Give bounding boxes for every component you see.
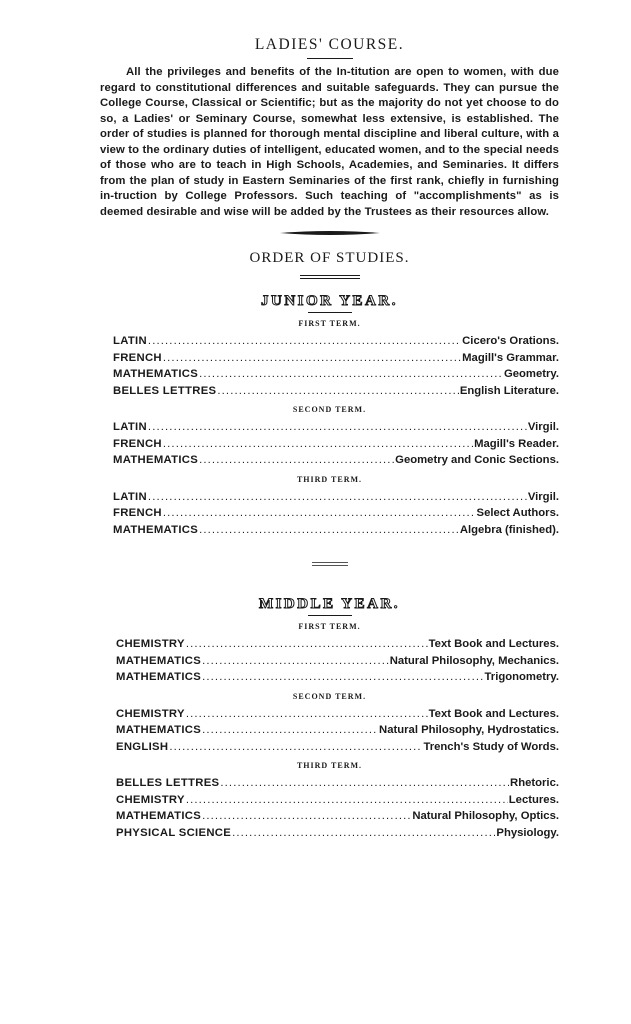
dot-leader	[220, 775, 509, 792]
course-subject: MATHEMATICS	[116, 671, 202, 683]
course-subject: MATHEMATICS	[113, 454, 199, 466]
term-course-list	[116, 775, 559, 841]
middle-year-rule	[308, 615, 352, 616]
dot-leader	[202, 808, 411, 825]
course-subject: MATHEMATICS	[116, 724, 202, 736]
course-subject: CHEMISTRY	[116, 707, 185, 720]
course-subject: ENGLISH	[116, 740, 169, 753]
course-text: Trench's Study of Words.	[423, 740, 559, 753]
dot-leader	[186, 706, 428, 723]
swell-rule-divider	[280, 230, 380, 236]
course-text: Cicero's Orations.	[462, 335, 559, 347]
order-of-studies-title: ORDER OF STUDIES.	[249, 250, 410, 266]
dot-leader	[202, 653, 389, 670]
course-subject: LATIN	[113, 490, 147, 503]
course-text: English Literature.	[459, 384, 559, 397]
order-double-rule	[300, 275, 360, 279]
course-row	[113, 366, 559, 383]
term-heading: FIRST TERM.	[298, 319, 361, 328]
course-row	[116, 722, 559, 739]
dot-leader	[232, 825, 495, 842]
dot-leader	[202, 669, 483, 686]
dot-leader	[202, 722, 378, 739]
course-row	[113, 350, 559, 367]
course-subject: CHEMISTRY	[116, 638, 185, 650]
dot-leader	[186, 792, 508, 809]
course-text: Virgil.	[527, 490, 559, 503]
course-text: Text Book and Lectures.	[428, 707, 559, 720]
course-text: Trigonometry.	[484, 671, 559, 683]
course-subject: LATIN	[113, 421, 147, 433]
term-course-list	[116, 636, 559, 686]
dot-leader	[199, 522, 459, 539]
title-rule	[307, 58, 353, 59]
course-text: Physiology.	[496, 826, 559, 839]
term-course-list	[116, 706, 559, 756]
course-row	[113, 436, 559, 453]
course-row	[113, 522, 559, 539]
course-subject: CHEMISTRY	[116, 793, 185, 806]
course-row	[113, 333, 559, 350]
term-heading: SECOND TERM.	[292, 691, 367, 701]
course-subject: FRENCH	[113, 437, 162, 450]
course-text: Geometry.	[503, 368, 559, 380]
course-row	[113, 383, 559, 400]
course-text: Algebra (finished).	[459, 523, 559, 536]
dot-leader	[163, 350, 461, 367]
dot-leader	[199, 366, 503, 383]
course-row	[116, 775, 559, 792]
course-row	[116, 739, 559, 756]
course-row	[113, 419, 559, 436]
dot-leader	[217, 383, 458, 400]
course-text: Virgil.	[527, 421, 559, 433]
term-heading: THIRD TERM.	[296, 761, 363, 770]
course-row	[116, 706, 559, 723]
dot-leader	[148, 489, 527, 506]
course-subject: BELLES LETTRES	[113, 384, 217, 397]
course-text: Text Book and Lectures.	[428, 638, 559, 650]
course-text: Magill's Reader.	[474, 437, 559, 450]
course-subject: FRENCH	[113, 351, 162, 364]
ladies-course-title: LADIES' COURSE.	[254, 36, 405, 53]
course-text: Natural Philosophy, Hydrostatics.	[379, 724, 559, 736]
course-subject: PHYSICAL SCIENCE	[116, 826, 232, 839]
dot-leader	[163, 436, 473, 453]
dot-leader	[148, 419, 527, 436]
course-text: Natural Philosophy, Optics.	[412, 810, 559, 822]
dot-leader	[148, 333, 461, 350]
dot-leader	[199, 452, 394, 469]
course-subject: MATHEMATICS	[116, 654, 202, 667]
year-separator-rule	[312, 562, 348, 566]
term-course-list	[113, 333, 559, 399]
course-subject: MATHEMATICS	[113, 523, 199, 536]
course-text: Lectures.	[508, 793, 559, 806]
term-heading: THIRD TERM.	[296, 474, 363, 484]
course-subject: MATHEMATICS	[113, 368, 199, 380]
course-subject: MATHEMATICS	[116, 810, 202, 822]
course-row	[116, 653, 559, 670]
course-text: Select Authors.	[476, 507, 559, 519]
ladies-course-paragraph: All the privileges and benefits of the In-titution are open to women, with due regard to constitutional differences and suitable safeguards. They can pursue the College Course, Classical or Scientific; but as the majority do not yet choose to do so, a Ladies' or Seminary Course, somewhat less extensive, is established. The order of studies is planned for thorough mental discipline and liberal culture, with a view to the ordinary duties of intelligent, educated women, and to the special needs of those who are to teach in High Schools, Academies, and Seminaries. It differs from the plan of study in Eastern Seminaries of the first rank, chiefly in furnishing in-truction by College Professors. Such teaching of "accomplishments" as is deemed desirable and wise will be added by the Trustees as their resources allow.	[100, 66, 559, 218]
course-row	[116, 808, 559, 825]
term-course-list	[113, 419, 559, 469]
dot-leader	[169, 739, 422, 756]
term-course-list	[113, 489, 559, 539]
junior-year-title: JUNIOR YEAR.	[261, 293, 398, 309]
course-row	[116, 669, 559, 686]
term-heading: SECOND TERM.	[292, 405, 367, 414]
course-row	[113, 452, 559, 469]
middle-year-title: MIDDLE YEAR.	[258, 596, 401, 612]
course-row	[116, 825, 559, 842]
course-subject: LATIN	[113, 335, 147, 347]
course-text: Magill's Grammar.	[462, 351, 559, 364]
dot-leader	[163, 505, 476, 522]
course-subject: BELLES LETTRES	[116, 777, 220, 789]
middle-year-section	[100, 596, 559, 841]
course-row	[116, 636, 559, 653]
course-row	[116, 792, 559, 809]
course-text: Natural Philosophy, Mechanics.	[389, 654, 559, 667]
junior-year-rule	[308, 312, 352, 313]
junior-year-section	[100, 293, 559, 538]
middle-year-terms	[100, 622, 559, 841]
course-text: Rhetoric.	[510, 777, 559, 789]
course-row	[113, 505, 559, 522]
term-heading: FIRST TERM.	[298, 622, 361, 631]
junior-year-terms	[100, 319, 559, 538]
course-text: Geometry and Conic Sections.	[395, 454, 559, 466]
course-row	[113, 489, 559, 506]
course-subject: FRENCH	[113, 507, 162, 519]
dot-leader	[186, 636, 428, 653]
